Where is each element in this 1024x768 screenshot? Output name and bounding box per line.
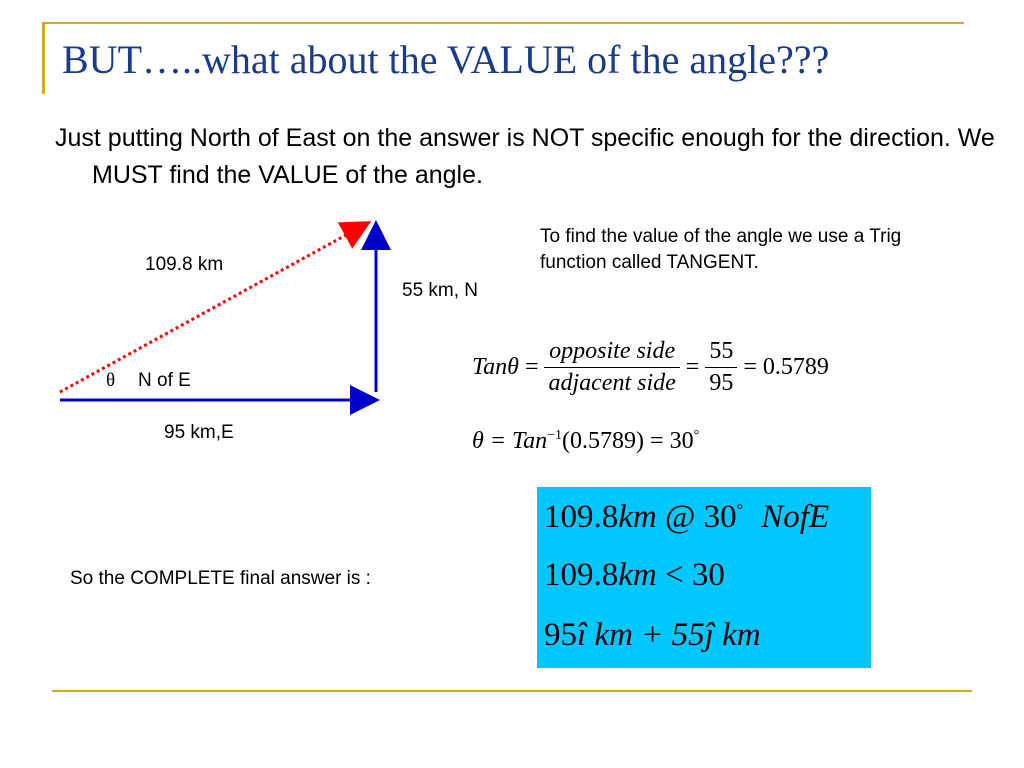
answer-magnitude-1: 109.8 — [544, 499, 619, 535]
angle-label: N of E — [138, 370, 191, 391]
bottom-rule — [52, 690, 972, 692]
answer-line-1 — [544, 499, 829, 536]
hypotenuse-label: 109.8 km — [145, 254, 224, 275]
tangent-equation: Tanθ = $\frac{\text{opposite side}}{\text{adjacent side}}$ = $\frac{55}{95}$ = 0.5789 — [472, 338, 829, 396]
value-fraction — [705, 338, 737, 397]
theta-symbol: θ — [106, 370, 116, 391]
answer-direction-1: NofE — [761, 499, 830, 535]
answer-unit-1: km — [618, 499, 657, 535]
answer-degree-1: ° — [736, 502, 744, 519]
theta-equals: θ = — [472, 428, 512, 454]
inverse-argument: (0.5789) = 30 — [562, 428, 694, 454]
tangent-result: 0.5789 — [762, 354, 829, 380]
numerator-text: opposite side — [544, 338, 679, 368]
slide-title: BUT…..what about the VALUE of the angle??? — [62, 37, 830, 82]
answer-unit-2: km — [618, 557, 657, 593]
answer-j-component: km + 55 — [594, 617, 705, 653]
answer-i-component: 95 — [544, 617, 577, 653]
degree-symbol: ° — [693, 428, 700, 443]
resultant-vector-arrow — [60, 224, 366, 392]
tan-theta: Tanθ — [472, 354, 519, 380]
unit-vector-i: î — [577, 617, 587, 653]
answer-angle-2: < 30 — [656, 557, 725, 593]
answer-angle-1: @ 30 — [656, 499, 737, 535]
answer-magnitude-2: 109.8 — [544, 557, 619, 593]
vertical-label: 55 km, N — [402, 280, 479, 301]
ratio-fraction — [544, 338, 679, 397]
denominator-text: adjacent side — [548, 370, 676, 396]
numerator-value: 55 — [705, 338, 737, 368]
horizontal-label: 95 km,E — [164, 422, 234, 443]
answer-line-2 — [544, 557, 725, 594]
inverse-exponent: −1 — [547, 428, 563, 443]
answer-unit-3: km — [722, 617, 761, 653]
trig-note: To find the value of the angle we use a Trig function called TANGENT. — [540, 226, 902, 273]
final-answer-label: So the COMPLETE final answer is : — [70, 568, 371, 589]
intro-text: Just putting North of East on the answer is NOT specific enough for the direction. We MUST find the VALUE of the angle. — [55, 124, 995, 189]
unit-vector-j: ĵ — [704, 617, 714, 653]
final-answer-box — [537, 487, 871, 668]
denominator-value: 95 — [709, 370, 734, 396]
answer-line-3 — [544, 617, 761, 654]
inverse-tangent-equation — [472, 428, 699, 455]
tan-function: Tan — [511, 428, 548, 454]
